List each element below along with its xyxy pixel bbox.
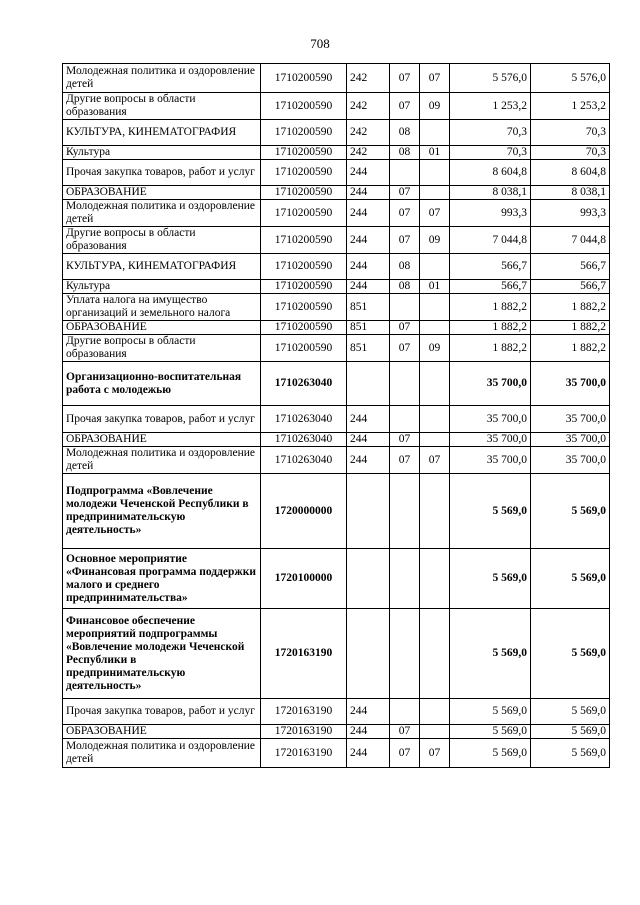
row-section-cell: 08 (390, 146, 420, 160)
table-row (63, 227, 610, 254)
row-amount-1-cell: 8 604,8 (450, 160, 531, 186)
row-amount-1-cell: 1 253,2 (450, 93, 531, 120)
row-expense-type-cell: 244 (347, 406, 390, 433)
row-code-cell: 1710200590 (261, 120, 347, 146)
row-subsection-cell (420, 406, 450, 433)
row-amount-2-cell: 5 569,0 (531, 609, 610, 699)
table-row (63, 146, 610, 160)
budget-table (62, 63, 610, 768)
row-section-cell: 07 (390, 335, 420, 362)
row-name-cell: Прочая закупка товаров, работ и услуг (63, 160, 261, 186)
table-row (63, 335, 610, 362)
row-code-cell: 1710200590 (261, 227, 347, 254)
table-row (63, 120, 610, 146)
row-amount-2-cell: 5 576,0 (531, 64, 610, 93)
row-subsection-cell: 01 (420, 146, 450, 160)
row-name-cell: Финансовое обеспечение мероприятий подпрограммы «Вовлечение молодежи Чеченской Республики в предпринимательскую деятельность» (63, 609, 261, 699)
row-expense-type-cell: 851 (347, 294, 390, 321)
table-row (63, 93, 610, 120)
row-code-cell: 1710263040 (261, 362, 347, 406)
row-amount-1-cell: 5 569,0 (450, 739, 531, 768)
table-row (63, 725, 610, 739)
row-name-cell: Культура (63, 146, 261, 160)
row-amount-1-cell: 993,3 (450, 200, 531, 227)
row-subsection-cell (420, 699, 450, 725)
row-name-cell: КУЛЬТУРА, КИНЕМАТОГРАФИЯ (63, 254, 261, 280)
row-subsection-cell: 07 (420, 447, 450, 474)
table-row (63, 406, 610, 433)
row-code-cell: 1720100000 (261, 549, 347, 609)
row-name-cell: Молодежная политика и оздоровление детей (63, 64, 261, 93)
row-code-cell: 1710200590 (261, 146, 347, 160)
table-row (63, 699, 610, 725)
table-row (63, 739, 610, 768)
row-amount-2-cell: 8 604,8 (531, 160, 610, 186)
row-section-cell: 07 (390, 64, 420, 93)
row-code-cell: 1710200590 (261, 64, 347, 93)
row-section-cell (390, 294, 420, 321)
row-subsection-cell (420, 120, 450, 146)
row-name-cell: Прочая закупка товаров, работ и услуг (63, 699, 261, 725)
row-expense-type-cell (347, 362, 390, 406)
row-subsection-cell: 09 (420, 335, 450, 362)
row-section-cell: 07 (390, 186, 420, 200)
row-subsection-cell (420, 186, 450, 200)
row-subsection-cell (420, 433, 450, 447)
row-amount-2-cell: 566,7 (531, 280, 610, 294)
row-name-cell: Прочая закупка товаров, работ и услуг (63, 406, 261, 433)
row-amount-2-cell: 566,7 (531, 254, 610, 280)
row-code-cell: 1720163190 (261, 609, 347, 699)
row-code-cell: 1710263040 (261, 447, 347, 474)
page-number: 708 (310, 36, 330, 51)
row-section-cell (390, 406, 420, 433)
row-amount-2-cell: 7 044,8 (531, 227, 610, 254)
row-code-cell: 1720163190 (261, 699, 347, 725)
table-row (63, 474, 610, 549)
table-row (63, 280, 610, 294)
row-subsection-cell (420, 294, 450, 321)
row-section-cell (390, 549, 420, 609)
row-name-cell: Другие вопросы в области образования (63, 227, 261, 254)
row-subsection-cell: 07 (420, 739, 450, 768)
row-name-cell: Молодежная политика и оздоровление детей (63, 739, 261, 768)
row-code-cell: 1720163190 (261, 725, 347, 739)
row-subsection-cell: 01 (420, 280, 450, 294)
row-code-cell: 1710200590 (261, 186, 347, 200)
row-subsection-cell (420, 160, 450, 186)
row-name-cell: ОБРАЗОВАНИЕ (63, 321, 261, 335)
row-amount-1-cell: 1 882,2 (450, 335, 531, 362)
row-amount-1-cell: 5 576,0 (450, 64, 531, 93)
table-row (63, 447, 610, 474)
table-row (63, 609, 610, 699)
table-row (63, 64, 610, 93)
row-amount-1-cell: 35 700,0 (450, 433, 531, 447)
row-section-cell: 07 (390, 227, 420, 254)
row-expense-type-cell (347, 474, 390, 549)
row-expense-type-cell (347, 549, 390, 609)
row-name-cell: Основное мероприятие «Финансовая программа поддержки малого и среднего предпринимательства» (63, 549, 261, 609)
row-subsection-cell: 09 (420, 93, 450, 120)
row-code-cell: 1710263040 (261, 433, 347, 447)
row-expense-type-cell: 244 (347, 186, 390, 200)
row-code-cell: 1710200590 (261, 93, 347, 120)
row-name-cell: ОБРАЗОВАНИЕ (63, 433, 261, 447)
row-amount-1-cell: 70,3 (450, 146, 531, 160)
row-amount-2-cell: 8 038,1 (531, 186, 610, 200)
row-section-cell: 07 (390, 321, 420, 335)
row-section-cell: 07 (390, 200, 420, 227)
row-code-cell: 1720163190 (261, 739, 347, 768)
row-subsection-cell (420, 474, 450, 549)
row-code-cell: 1710200590 (261, 335, 347, 362)
row-amount-1-cell: 35 700,0 (450, 362, 531, 406)
row-amount-1-cell: 1 882,2 (450, 294, 531, 321)
row-expense-type-cell: 244 (347, 725, 390, 739)
row-section-cell (390, 362, 420, 406)
row-code-cell: 1720000000 (261, 474, 347, 549)
row-section-cell (390, 699, 420, 725)
row-code-cell: 1710263040 (261, 406, 347, 433)
row-amount-1-cell: 566,7 (450, 280, 531, 294)
row-code-cell: 1710200590 (261, 200, 347, 227)
table-row (63, 200, 610, 227)
row-amount-2-cell: 5 569,0 (531, 699, 610, 725)
row-amount-2-cell: 35 700,0 (531, 433, 610, 447)
table-row (63, 433, 610, 447)
row-amount-2-cell: 5 569,0 (531, 549, 610, 609)
row-subsection-cell (420, 362, 450, 406)
row-amount-1-cell: 35 700,0 (450, 447, 531, 474)
table-row (63, 549, 610, 609)
row-amount-2-cell: 1 882,2 (531, 321, 610, 335)
row-section-cell: 07 (390, 433, 420, 447)
row-amount-2-cell: 1 253,2 (531, 93, 610, 120)
row-expense-type-cell (347, 609, 390, 699)
row-subsection-cell (420, 609, 450, 699)
row-amount-1-cell: 5 569,0 (450, 725, 531, 739)
row-name-cell: ОБРАЗОВАНИЕ (63, 186, 261, 200)
row-name-cell: КУЛЬТУРА, КИНЕМАТОГРАФИЯ (63, 120, 261, 146)
row-section-cell: 07 (390, 725, 420, 739)
table-row (63, 160, 610, 186)
row-expense-type-cell: 244 (347, 254, 390, 280)
row-section-cell (390, 160, 420, 186)
row-name-cell: Молодежная политика и оздоровление детей (63, 200, 261, 227)
row-amount-1-cell: 5 569,0 (450, 549, 531, 609)
row-section-cell: 07 (390, 447, 420, 474)
row-code-cell: 1710200590 (261, 160, 347, 186)
row-amount-2-cell: 5 569,0 (531, 474, 610, 549)
row-section-cell: 07 (390, 93, 420, 120)
row-subsection-cell (420, 549, 450, 609)
table-row (63, 362, 610, 406)
row-expense-type-cell: 244 (347, 227, 390, 254)
row-section-cell: 08 (390, 120, 420, 146)
row-section-cell: 07 (390, 739, 420, 768)
row-amount-2-cell: 993,3 (531, 200, 610, 227)
row-amount-2-cell: 35 700,0 (531, 362, 610, 406)
row-amount-2-cell: 5 569,0 (531, 739, 610, 768)
row-amount-2-cell: 35 700,0 (531, 447, 610, 474)
row-name-cell: Другие вопросы в области образования (63, 93, 261, 120)
row-amount-2-cell: 1 882,2 (531, 294, 610, 321)
row-expense-type-cell: 242 (347, 120, 390, 146)
row-expense-type-cell: 851 (347, 335, 390, 362)
row-name-cell: Уплата налога на имущество организаций и земельного налога (63, 294, 261, 321)
row-name-cell: ОБРАЗОВАНИЕ (63, 725, 261, 739)
row-expense-type-cell: 244 (347, 433, 390, 447)
row-amount-2-cell: 5 569,0 (531, 725, 610, 739)
row-amount-1-cell: 5 569,0 (450, 609, 531, 699)
row-amount-2-cell: 70,3 (531, 120, 610, 146)
row-expense-type-cell: 242 (347, 64, 390, 93)
table-row (63, 254, 610, 280)
row-expense-type-cell: 244 (347, 739, 390, 768)
row-subsection-cell (420, 254, 450, 280)
table-row (63, 186, 610, 200)
row-amount-2-cell: 35 700,0 (531, 406, 610, 433)
row-code-cell: 1710200590 (261, 280, 347, 294)
row-section-cell: 08 (390, 280, 420, 294)
row-amount-1-cell: 70,3 (450, 120, 531, 146)
row-amount-1-cell: 1 882,2 (450, 321, 531, 335)
row-name-cell: Культура (63, 280, 261, 294)
row-amount-1-cell: 5 569,0 (450, 699, 531, 725)
row-subsection-cell: 09 (420, 227, 450, 254)
row-amount-1-cell: 35 700,0 (450, 406, 531, 433)
row-amount-1-cell: 5 569,0 (450, 474, 531, 549)
row-code-cell: 1710200590 (261, 294, 347, 321)
row-amount-1-cell: 566,7 (450, 254, 531, 280)
row-section-cell (390, 609, 420, 699)
row-subsection-cell (420, 725, 450, 739)
row-expense-type-cell: 244 (347, 447, 390, 474)
row-subsection-cell (420, 321, 450, 335)
row-expense-type-cell: 242 (347, 93, 390, 120)
table-row (63, 321, 610, 335)
row-amount-1-cell: 8 038,1 (450, 186, 531, 200)
row-name-cell: Организационно-воспитательная работа с молодежью (63, 362, 261, 406)
row-amount-2-cell: 70,3 (531, 146, 610, 160)
row-name-cell: Молодежная политика и оздоровление детей (63, 447, 261, 474)
row-expense-type-cell: 244 (347, 280, 390, 294)
row-expense-type-cell: 851 (347, 321, 390, 335)
row-expense-type-cell: 244 (347, 699, 390, 725)
table-row (63, 294, 610, 321)
row-amount-1-cell: 7 044,8 (450, 227, 531, 254)
row-amount-2-cell: 1 882,2 (531, 335, 610, 362)
row-code-cell: 1710200590 (261, 321, 347, 335)
row-name-cell: Подпрограмма «Вовлечение молодежи Чеченской Республики в предпринимательскую деятельность» (63, 474, 261, 549)
row-code-cell: 1710200590 (261, 254, 347, 280)
row-subsection-cell: 07 (420, 64, 450, 93)
row-expense-type-cell: 242 (347, 146, 390, 160)
budget-table-body (63, 64, 610, 768)
row-subsection-cell: 07 (420, 200, 450, 227)
row-section-cell: 08 (390, 254, 420, 280)
row-name-cell: Другие вопросы в области образования (63, 335, 261, 362)
row-expense-type-cell: 244 (347, 200, 390, 227)
row-section-cell (390, 474, 420, 549)
row-expense-type-cell: 244 (347, 160, 390, 186)
